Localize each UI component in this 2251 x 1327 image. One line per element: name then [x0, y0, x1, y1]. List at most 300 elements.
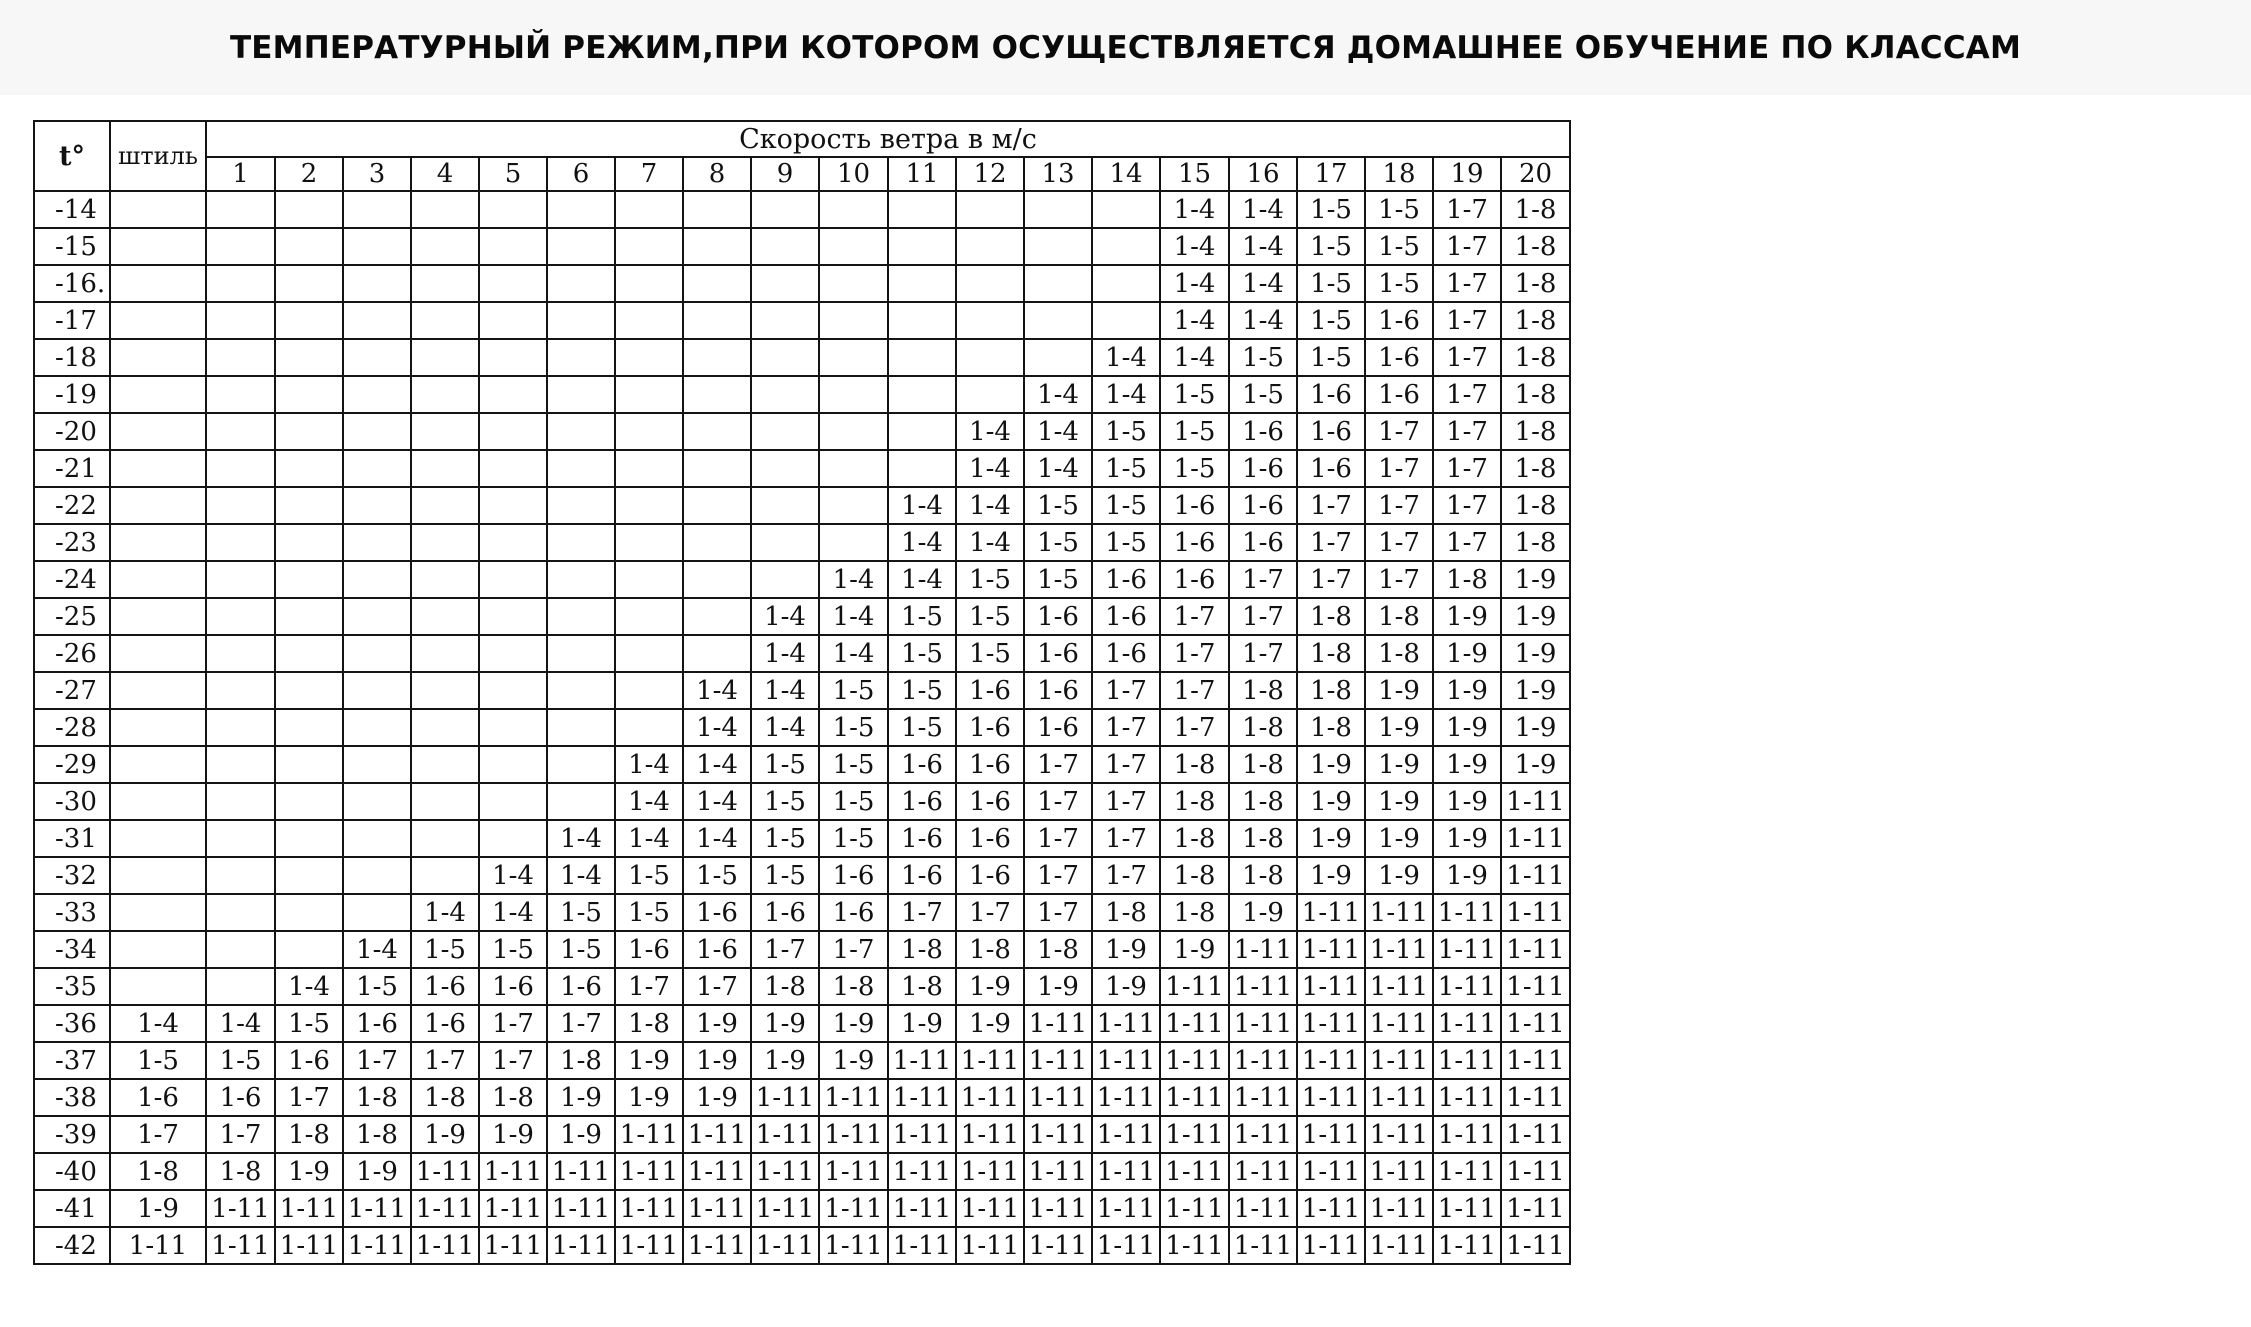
- temperature-cell: -29: [34, 746, 110, 783]
- grade-range-cell: [479, 783, 547, 820]
- grade-range-cell: 1-8: [1501, 228, 1570, 265]
- table-row: [34, 191, 1570, 228]
- grade-range-cell: [343, 746, 411, 783]
- grade-range-cell: 1-11: [1501, 1005, 1570, 1042]
- grade-range-cell: 1-6: [751, 894, 819, 931]
- grade-range-cell: [206, 746, 275, 783]
- grade-range-cell: 1-11: [751, 1116, 819, 1153]
- grade-range-cell: 1-6: [1024, 598, 1092, 635]
- grade-range-cell: [275, 265, 343, 302]
- grade-range-cell: [547, 450, 615, 487]
- grade-range-cell: [615, 376, 683, 413]
- grade-range-cell: [751, 376, 819, 413]
- grade-range-cell: [275, 709, 343, 746]
- grade-range-cell: 1-11: [1501, 968, 1570, 1005]
- grade-range-cell: [819, 302, 888, 339]
- grade-range-cell: 1-11: [1297, 1227, 1365, 1264]
- grade-range-cell: 1-5: [1024, 561, 1092, 598]
- grade-range-cell: [343, 598, 411, 635]
- grade-range-cell: 1-11: [1092, 1153, 1160, 1190]
- grade-range-cell: 1-5: [1092, 487, 1160, 524]
- grade-range-cell: 1-5: [615, 894, 683, 931]
- table-row: [34, 302, 1570, 339]
- grade-range-cell: 1-5: [1024, 524, 1092, 561]
- grade-range-cell: 1-11: [1365, 931, 1433, 968]
- calm-cell: [110, 746, 206, 783]
- grade-range-cell: 1-11: [1229, 1190, 1297, 1227]
- table-row: [34, 968, 1570, 1005]
- grade-range-cell: [683, 265, 751, 302]
- grade-range-cell: [547, 487, 615, 524]
- grade-range-cell: [683, 413, 751, 450]
- grade-range-cell: [411, 487, 479, 524]
- grade-range-cell: [411, 450, 479, 487]
- grade-range-cell: [206, 968, 275, 1005]
- grade-range-cell: 1-5: [547, 894, 615, 931]
- grade-range-cell: [206, 524, 275, 561]
- table-row: [34, 1005, 1570, 1042]
- table-row: [34, 598, 1570, 635]
- grade-range-cell: [615, 265, 683, 302]
- grade-range-cell: 1-7: [1229, 598, 1297, 635]
- grade-range-cell: 1-4: [1024, 413, 1092, 450]
- grade-range-cell: 1-11: [1229, 1042, 1297, 1079]
- grade-range-cell: [547, 783, 615, 820]
- grade-range-cell: 1-8: [1501, 191, 1570, 228]
- grade-range-cell: 1-5: [206, 1042, 275, 1079]
- temperature-cell: -18: [34, 339, 110, 376]
- speed-header-5: 5: [479, 157, 547, 191]
- grade-range-cell: 1-9: [1092, 968, 1160, 1005]
- grade-range-cell: [343, 783, 411, 820]
- grade-range-cell: 1-6: [1365, 376, 1433, 413]
- calm-cell: [110, 413, 206, 450]
- grade-range-cell: 1-11: [275, 1227, 343, 1264]
- grade-range-cell: [1024, 302, 1092, 339]
- grade-range-cell: 1-5: [1229, 376, 1297, 413]
- grade-range-cell: 1-9: [1365, 746, 1433, 783]
- grade-range-cell: 1-7: [1433, 228, 1501, 265]
- speed-header-7: 7: [615, 157, 683, 191]
- temperature-cell: -40: [34, 1153, 110, 1190]
- grade-range-cell: 1-7: [1024, 820, 1092, 857]
- grade-range-cell: 1-11: [1229, 1227, 1297, 1264]
- grade-range-cell: 1-4: [1160, 339, 1229, 376]
- grade-range-cell: 1-11: [1092, 1116, 1160, 1153]
- grade-range-cell: 1-11: [1297, 1005, 1365, 1042]
- grade-range-cell: [751, 191, 819, 228]
- grade-range-cell: [615, 191, 683, 228]
- temperature-cell: -17: [34, 302, 110, 339]
- grade-range-cell: [751, 265, 819, 302]
- grade-range-cell: 1-11: [479, 1153, 547, 1190]
- grade-range-cell: [275, 228, 343, 265]
- grade-range-cell: 1-9: [1433, 857, 1501, 894]
- grade-range-cell: [479, 191, 547, 228]
- grade-range-cell: 1-11: [1297, 894, 1365, 931]
- grade-range-cell: 1-6: [479, 968, 547, 1005]
- grade-range-cell: 1-9: [1365, 783, 1433, 820]
- grade-range-cell: [411, 598, 479, 635]
- grade-range-cell: [275, 487, 343, 524]
- grade-range-cell: 1-11: [615, 1227, 683, 1264]
- grade-range-cell: 1-4: [683, 672, 751, 709]
- grade-range-cell: [615, 672, 683, 709]
- calm-cell: 1-5: [110, 1042, 206, 1079]
- grade-range-cell: [411, 265, 479, 302]
- header-row-wind: [34, 121, 1570, 157]
- grade-range-cell: 1-8: [1229, 820, 1297, 857]
- grade-range-cell: [275, 820, 343, 857]
- grade-range-cell: [479, 228, 547, 265]
- speed-header-17: 17: [1297, 157, 1365, 191]
- grade-range-cell: 1-7: [1092, 783, 1160, 820]
- grade-range-cell: [683, 191, 751, 228]
- grade-range-cell: [411, 820, 479, 857]
- calm-cell: 1-6: [110, 1079, 206, 1116]
- table-body: [34, 191, 1570, 1264]
- grade-range-cell: [956, 265, 1024, 302]
- grade-range-cell: 1-5: [1160, 376, 1229, 413]
- grade-range-cell: 1-9: [683, 1005, 751, 1042]
- grade-range-cell: 1-9: [956, 1005, 1024, 1042]
- grade-range-cell: 1-4: [1092, 339, 1160, 376]
- grade-range-cell: 1-7: [615, 968, 683, 1005]
- grade-range-cell: 1-7: [1297, 524, 1365, 561]
- grade-range-cell: [479, 820, 547, 857]
- grade-range-cell: 1-11: [547, 1227, 615, 1264]
- temperature-column-header: t°: [34, 121, 110, 191]
- grade-range-cell: 1-4: [1024, 450, 1092, 487]
- grade-range-cell: [206, 487, 275, 524]
- grade-range-cell: 1-5: [751, 857, 819, 894]
- temperature-cell: -20: [34, 413, 110, 450]
- calm-cell: [110, 561, 206, 598]
- grade-range-cell: [479, 746, 547, 783]
- grade-range-cell: 1-11: [1433, 1042, 1501, 1079]
- calm-cell: [110, 894, 206, 931]
- grade-range-cell: 1-6: [1024, 635, 1092, 672]
- grade-range-cell: 1-11: [956, 1153, 1024, 1190]
- grade-range-cell: 1-9: [1297, 783, 1365, 820]
- grade-range-cell: 1-6: [411, 968, 479, 1005]
- grade-range-cell: 1-4: [343, 931, 411, 968]
- grade-range-cell: 1-11: [751, 1190, 819, 1227]
- grade-range-cell: [343, 857, 411, 894]
- grade-range-cell: 1-4: [1229, 191, 1297, 228]
- grade-range-cell: [343, 228, 411, 265]
- grade-range-cell: 1-11: [479, 1227, 547, 1264]
- grade-range-cell: 1-5: [819, 709, 888, 746]
- table-row: [34, 857, 1570, 894]
- grade-range-cell: 1-6: [888, 857, 956, 894]
- grade-range-cell: 1-8: [1229, 672, 1297, 709]
- grade-range-cell: 1-5: [1229, 339, 1297, 376]
- grade-range-cell: 1-4: [275, 968, 343, 1005]
- temperature-cell: -21: [34, 450, 110, 487]
- grade-range-cell: [479, 450, 547, 487]
- grade-range-cell: 1-4: [888, 561, 956, 598]
- grade-range-cell: [819, 339, 888, 376]
- temperature-cell: -22: [34, 487, 110, 524]
- grade-range-cell: [479, 376, 547, 413]
- grade-range-cell: 1-11: [1433, 1005, 1501, 1042]
- calm-cell: [110, 302, 206, 339]
- grade-range-cell: [751, 228, 819, 265]
- grade-range-cell: 1-6: [819, 857, 888, 894]
- grade-range-cell: 1-7: [683, 968, 751, 1005]
- grade-range-cell: 1-11: [411, 1153, 479, 1190]
- grade-range-cell: 1-8: [275, 1116, 343, 1153]
- grade-range-cell: 1-5: [888, 709, 956, 746]
- grade-range-cell: 1-8: [615, 1005, 683, 1042]
- table-row: [34, 783, 1570, 820]
- grade-range-cell: 1-11: [1024, 1190, 1092, 1227]
- grade-range-cell: 1-7: [206, 1116, 275, 1153]
- grade-range-cell: 1-7: [1297, 561, 1365, 598]
- grade-range-cell: 1-6: [1024, 709, 1092, 746]
- grade-range-cell: 1-9: [1297, 857, 1365, 894]
- grade-range-cell: 1-8: [1501, 524, 1570, 561]
- grade-range-cell: 1-9: [888, 1005, 956, 1042]
- grade-range-cell: 1-11: [1297, 1042, 1365, 1079]
- grade-range-cell: 1-11: [1092, 1042, 1160, 1079]
- grade-range-cell: 1-11: [888, 1042, 956, 1079]
- grade-range-cell: [615, 709, 683, 746]
- grade-range-cell: [888, 339, 956, 376]
- speed-header-14: 14: [1092, 157, 1160, 191]
- grade-range-cell: 1-11: [1024, 1227, 1092, 1264]
- grade-range-cell: 1-8: [1160, 746, 1229, 783]
- grade-range-cell: 1-11: [1433, 1116, 1501, 1153]
- grade-range-cell: 1-8: [1160, 894, 1229, 931]
- grade-range-cell: 1-4: [1092, 376, 1160, 413]
- grade-range-cell: 1-9: [1297, 820, 1365, 857]
- grade-range-cell: 1-6: [888, 783, 956, 820]
- grade-range-cell: [343, 524, 411, 561]
- grade-range-cell: 1-11: [275, 1190, 343, 1227]
- calm-cell: 1-11: [110, 1227, 206, 1264]
- grade-range-cell: 1-6: [275, 1042, 343, 1079]
- grade-range-cell: 1-5: [819, 746, 888, 783]
- grade-range-cell: 1-11: [888, 1190, 956, 1227]
- grade-range-cell: [275, 635, 343, 672]
- grade-range-cell: 1-11: [1433, 894, 1501, 931]
- grade-range-cell: 1-11: [615, 1190, 683, 1227]
- grade-range-cell: 1-4: [683, 709, 751, 746]
- grade-range-cell: 1-9: [1365, 672, 1433, 709]
- grade-range-cell: 1-11: [1365, 1153, 1433, 1190]
- grade-range-cell: 1-4: [411, 894, 479, 931]
- grade-range-cell: 1-7: [1433, 339, 1501, 376]
- grade-range-cell: 1-9: [1501, 672, 1570, 709]
- grade-range-cell: 1-5: [956, 635, 1024, 672]
- table-row: [34, 1042, 1570, 1079]
- calm-cell: [110, 598, 206, 635]
- grade-range-cell: 1-8: [206, 1153, 275, 1190]
- grade-range-cell: 1-5: [751, 783, 819, 820]
- grade-range-cell: [819, 524, 888, 561]
- grade-range-cell: 1-11: [956, 1079, 1024, 1116]
- grade-range-cell: [275, 302, 343, 339]
- grade-range-cell: [615, 413, 683, 450]
- grade-range-cell: 1-7: [1433, 413, 1501, 450]
- grade-range-cell: [888, 376, 956, 413]
- grade-range-cell: [206, 450, 275, 487]
- grade-range-cell: 1-7: [1024, 783, 1092, 820]
- temperature-cell: -25: [34, 598, 110, 635]
- grade-range-cell: 1-5: [819, 783, 888, 820]
- grade-range-cell: [343, 265, 411, 302]
- grade-range-cell: 1-6: [1297, 413, 1365, 450]
- speed-header-4: 4: [411, 157, 479, 191]
- temperature-cell: -33: [34, 894, 110, 931]
- grade-range-cell: 1-11: [1160, 1227, 1229, 1264]
- grade-range-cell: [479, 635, 547, 672]
- grade-range-cell: [1024, 265, 1092, 302]
- grade-range-cell: 1-5: [888, 635, 956, 672]
- grade-range-cell: [411, 635, 479, 672]
- grade-range-cell: 1-4: [1160, 302, 1229, 339]
- temperature-cell: -38: [34, 1079, 110, 1116]
- grade-range-cell: 1-6: [956, 672, 1024, 709]
- calm-cell: 1-8: [110, 1153, 206, 1190]
- calm-cell: [110, 783, 206, 820]
- temperature-cell: -36: [34, 1005, 110, 1042]
- grade-range-cell: 1-4: [956, 524, 1024, 561]
- grade-range-cell: [206, 894, 275, 931]
- grade-range-cell: [888, 265, 956, 302]
- table-row: [34, 672, 1570, 709]
- temperature-cell: -14: [34, 191, 110, 228]
- grade-range-cell: 1-9: [547, 1079, 615, 1116]
- grade-range-cell: [343, 672, 411, 709]
- grade-range-cell: [1092, 228, 1160, 265]
- grade-range-cell: 1-11: [206, 1227, 275, 1264]
- grade-range-cell: [615, 598, 683, 635]
- grade-range-cell: [343, 376, 411, 413]
- grade-range-cell: 1-9: [1501, 561, 1570, 598]
- grade-range-cell: 1-11: [1229, 968, 1297, 1005]
- grade-range-cell: 1-6: [683, 894, 751, 931]
- grade-range-cell: 1-11: [411, 1227, 479, 1264]
- calm-cell: [110, 635, 206, 672]
- table-row: [34, 339, 1570, 376]
- grade-range-cell: 1-9: [547, 1116, 615, 1153]
- table-row: [34, 820, 1570, 857]
- grade-range-cell: 1-11: [1433, 1153, 1501, 1190]
- grade-range-cell: [819, 265, 888, 302]
- grade-range-cell: 1-11: [1365, 1116, 1433, 1153]
- grade-range-cell: 1-8: [1501, 487, 1570, 524]
- grade-range-cell: [206, 191, 275, 228]
- grade-range-cell: [683, 635, 751, 672]
- grade-range-cell: 1-11: [547, 1190, 615, 1227]
- table-row: [34, 561, 1570, 598]
- grade-range-cell: 1-11: [1160, 1190, 1229, 1227]
- grade-range-cell: 1-4: [1229, 228, 1297, 265]
- grade-range-cell: 1-4: [956, 487, 1024, 524]
- grade-range-cell: 1-6: [1229, 524, 1297, 561]
- grade-range-cell: [411, 376, 479, 413]
- speed-header-12: 12: [956, 157, 1024, 191]
- grade-range-cell: 1-5: [1365, 228, 1433, 265]
- grade-range-cell: 1-5: [1297, 339, 1365, 376]
- grade-range-cell: 1-9: [1092, 931, 1160, 968]
- temperature-cell: -42: [34, 1227, 110, 1264]
- table-row: [34, 635, 1570, 672]
- grade-range-cell: [751, 450, 819, 487]
- grade-range-cell: 1-4: [615, 746, 683, 783]
- grade-range-cell: [751, 487, 819, 524]
- temperature-cell: -39: [34, 1116, 110, 1153]
- wind-speed-header: Скорость ветра в м/с: [206, 121, 1570, 157]
- calm-cell: [110, 487, 206, 524]
- grade-range-cell: 1-8: [1365, 635, 1433, 672]
- calm-cell: 1-7: [110, 1116, 206, 1153]
- grade-range-cell: [411, 339, 479, 376]
- grade-range-cell: 1-8: [1092, 894, 1160, 931]
- grade-range-cell: 1-4: [956, 450, 1024, 487]
- grade-range-cell: 1-6: [1092, 598, 1160, 635]
- temperature-cell: -16.: [34, 265, 110, 302]
- grade-range-cell: 1-7: [819, 931, 888, 968]
- grade-range-cell: [411, 561, 479, 598]
- grade-range-cell: [956, 302, 1024, 339]
- temperature-cell: -37: [34, 1042, 110, 1079]
- page-title: ТЕМПЕРАТУРНЫЙ РЕЖИМ,ПРИ КОТОРОМ ОСУЩЕСТВЛЯЕТСЯ ДОМАШНЕЕ ОБУЧЕНИЕ ПО КЛАССАМ: [229, 30, 2022, 66]
- grade-range-cell: 1-11: [1160, 1042, 1229, 1079]
- grade-range-cell: 1-11: [1160, 1116, 1229, 1153]
- grade-range-cell: 1-7: [1092, 746, 1160, 783]
- grade-range-cell: 1-5: [479, 931, 547, 968]
- grade-range-cell: 1-7: [1092, 672, 1160, 709]
- grade-range-cell: 1-6: [956, 709, 1024, 746]
- calm-cell: [110, 376, 206, 413]
- grade-range-cell: 1-7: [1433, 191, 1501, 228]
- grade-range-cell: 1-7: [1024, 894, 1092, 931]
- grade-range-cell: 1-11: [411, 1190, 479, 1227]
- grade-range-cell: 1-11: [479, 1190, 547, 1227]
- grade-range-cell: [547, 524, 615, 561]
- grade-range-cell: 1-11: [1229, 1005, 1297, 1042]
- grade-range-cell: [819, 191, 888, 228]
- grade-range-cell: 1-11: [888, 1079, 956, 1116]
- grade-range-cell: 1-11: [751, 1079, 819, 1116]
- grade-range-cell: 1-9: [683, 1079, 751, 1116]
- table-row: [34, 894, 1570, 931]
- grade-range-cell: [479, 339, 547, 376]
- grade-range-cell: 1-9: [956, 968, 1024, 1005]
- grade-range-cell: [547, 228, 615, 265]
- grade-range-cell: 1-9: [479, 1116, 547, 1153]
- grade-range-cell: [888, 450, 956, 487]
- grade-range-cell: 1-9: [1297, 746, 1365, 783]
- grade-range-cell: [547, 191, 615, 228]
- grade-range-cell: 1-6: [1365, 302, 1433, 339]
- grade-range-cell: 1-6: [1092, 561, 1160, 598]
- temperature-cell: -32: [34, 857, 110, 894]
- grade-range-cell: 1-11: [1160, 1079, 1229, 1116]
- temperature-cell: -30: [34, 783, 110, 820]
- grade-range-cell: 1-11: [1365, 1042, 1433, 1079]
- grade-range-cell: [343, 450, 411, 487]
- grade-range-cell: 1-11: [1501, 894, 1570, 931]
- temperature-cell: -15: [34, 228, 110, 265]
- grade-range-cell: 1-11: [1092, 1227, 1160, 1264]
- speed-header-1: 1: [206, 157, 275, 191]
- grade-range-cell: 1-9: [1501, 709, 1570, 746]
